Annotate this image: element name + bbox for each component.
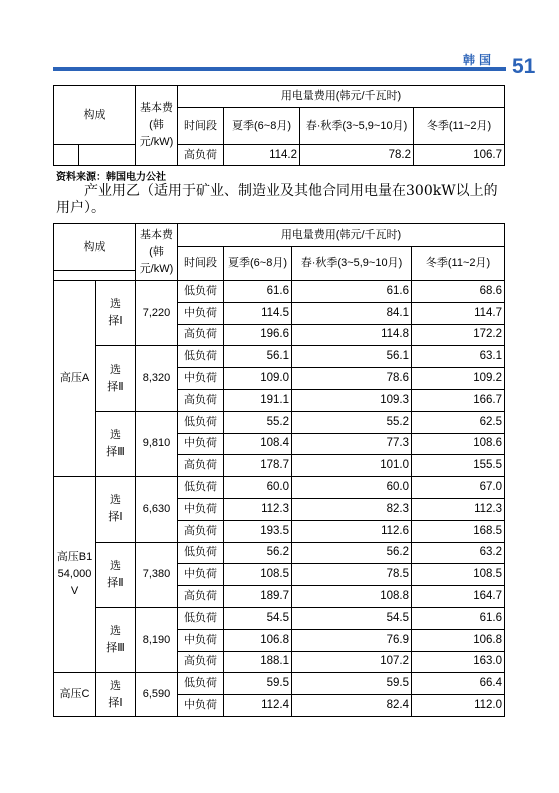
period-cell: 低负荷 (178, 673, 224, 695)
period-cell: 高负荷 (178, 145, 224, 166)
summer-value: 106.8 (224, 629, 292, 651)
spring-autumn-value: 55.2 (292, 411, 412, 433)
spring-autumn-value: 76.9 (292, 629, 412, 651)
winter-value: 108.5 (412, 564, 505, 586)
period-cell: 高负荷 (178, 586, 224, 608)
table-row (54, 607, 505, 629)
period-cell: 中负荷 (178, 629, 224, 651)
period-cell: 低负荷 (178, 607, 224, 629)
summer-value: 193.5 (224, 520, 292, 542)
tariff-table-continued (53, 85, 505, 166)
winter-value: 155.5 (412, 455, 505, 477)
option-label: 选择Ⅰ (96, 477, 136, 542)
period-cell: 低负荷 (178, 542, 224, 564)
spring-autumn-value: 84.1 (292, 302, 412, 324)
col-usage-fee-header: 用电量费用(韩元/千瓦时) (178, 86, 505, 108)
summer-value: 114.2 (224, 145, 300, 166)
spring-autumn-value: 59.5 (292, 673, 412, 695)
option-label: 选择Ⅱ (96, 542, 136, 607)
spring-autumn-value: 60.0 (292, 477, 412, 499)
col-spring-autumn-header: 春·秋季(3~5,9~10月) (300, 108, 414, 145)
source-note: 资料来源：韩国电力公社 (56, 172, 166, 183)
winter-value: 63.2 (412, 542, 505, 564)
summer-value: 196.6 (224, 324, 292, 346)
tariff-table-industrial-b (53, 223, 505, 717)
col-summer-header: 夏季(6~8月) (224, 247, 292, 281)
summer-value: 188.1 (224, 651, 292, 673)
winter-value: 106.8 (412, 629, 505, 651)
col-usage-fee-header: 用电量费用(韩元/千瓦时) (178, 224, 505, 247)
winter-value: 61.6 (412, 607, 505, 629)
summer-value: 112.4 (224, 695, 292, 717)
col-base-fee-header: 基本费(韩元/kW) (136, 224, 178, 281)
col-structure-header: 构成 (54, 86, 136, 145)
winter-value: 164.7 (412, 586, 505, 608)
spring-autumn-value: 54.5 (292, 607, 412, 629)
winter-value: 108.6 (412, 433, 505, 455)
spring-autumn-value: 107.2 (292, 651, 412, 673)
table-row (54, 281, 505, 303)
period-cell: 高负荷 (178, 455, 224, 477)
summer-value: 60.0 (224, 477, 292, 499)
winter-value: 114.7 (412, 302, 505, 324)
winter-value: 67.0 (412, 477, 505, 499)
winter-value: 63.1 (412, 346, 505, 368)
period-cell: 低负荷 (178, 477, 224, 499)
table-row (54, 673, 505, 695)
summer-value: 59.5 (224, 673, 292, 695)
header-country: 韩国 (463, 53, 496, 67)
col-base-fee-header: 基本费(韩元/kW) (136, 86, 178, 166)
col-summer-header: 夏季(6~8月) (224, 108, 300, 145)
base-fee-value: 8,320 (136, 346, 178, 411)
base-fee-value: 7,380 (136, 542, 178, 607)
summer-value: 56.1 (224, 346, 292, 368)
col-structure-header: 构成 (54, 224, 136, 271)
spring-autumn-value: 82.4 (292, 695, 412, 717)
base-fee-value: 7,220 (136, 281, 178, 346)
summer-value: 108.5 (224, 564, 292, 586)
table-row (54, 346, 505, 368)
spring-autumn-value: 78.2 (300, 145, 414, 166)
table-row (54, 542, 505, 564)
period-cell: 中负荷 (178, 368, 224, 390)
base-fee-value: 8,190 (136, 607, 178, 672)
period-cell: 低负荷 (178, 346, 224, 368)
period-cell: 高负荷 (178, 389, 224, 411)
spring-autumn-value: 82.3 (292, 498, 412, 520)
spring-autumn-value: 108.8 (292, 586, 412, 608)
col-period-header: 时间段 (178, 247, 224, 281)
option-label: 选择Ⅲ (96, 411, 136, 476)
page-number: 51 (512, 55, 536, 78)
period-cell: 中负荷 (178, 498, 224, 520)
structure-header-spacer (54, 271, 136, 281)
period-cell: 高负荷 (178, 520, 224, 542)
summer-value: 54.5 (224, 607, 292, 629)
period-cell: 低负荷 (178, 411, 224, 433)
option-label: 选择Ⅰ (96, 281, 136, 346)
winter-value: 163.0 (412, 651, 505, 673)
summer-value: 112.3 (224, 498, 292, 520)
period-cell: 中负荷 (178, 695, 224, 717)
voltage-group-label: 高压B154,000V (54, 477, 96, 673)
spring-autumn-value: 77.3 (292, 433, 412, 455)
period-cell: 中负荷 (178, 302, 224, 324)
winter-value: 66.4 (412, 673, 505, 695)
option-label: 选择Ⅱ (96, 346, 136, 411)
spring-autumn-value: 109.3 (292, 389, 412, 411)
col-winter-header: 冬季(11~2月) (412, 247, 505, 281)
header-rule (53, 67, 506, 71)
winter-value: 106.7 (414, 145, 505, 166)
option-label: 选择Ⅲ (96, 607, 136, 672)
winter-value: 172.2 (412, 324, 505, 346)
option-label: 选择Ⅰ (96, 673, 136, 717)
winter-value: 166.7 (412, 389, 505, 411)
period-cell: 中负荷 (178, 564, 224, 586)
summer-value: 191.1 (224, 389, 292, 411)
col-period-header: 时间段 (178, 108, 224, 145)
table-row (54, 411, 505, 433)
spring-autumn-value: 61.6 (292, 281, 412, 303)
summer-value: 55.2 (224, 411, 292, 433)
structure-cell-empty (54, 145, 136, 166)
spring-autumn-value: 114.8 (292, 324, 412, 346)
voltage-group-label: 高压A (54, 281, 96, 477)
winter-value: 168.5 (412, 520, 505, 542)
summer-value: 61.6 (224, 281, 292, 303)
spring-autumn-value: 101.0 (292, 455, 412, 477)
winter-value: 109.2 (412, 368, 505, 390)
col-spring-autumn-header: 春·秋季(3~5,9~10月) (292, 247, 412, 281)
spring-autumn-value: 78.6 (292, 368, 412, 390)
summer-value: 189.7 (224, 586, 292, 608)
voltage-group-label: 高压C (54, 673, 96, 717)
summer-value: 114.5 (224, 302, 292, 324)
spring-autumn-value: 56.2 (292, 542, 412, 564)
base-fee-value: 6,630 (136, 477, 178, 542)
period-cell: 中负荷 (178, 433, 224, 455)
base-fee-value: 6,590 (136, 673, 178, 717)
period-cell: 高负荷 (178, 324, 224, 346)
period-cell: 低负荷 (178, 281, 224, 303)
summer-value: 56.2 (224, 542, 292, 564)
spring-autumn-value: 112.6 (292, 520, 412, 542)
winter-value: 62.5 (412, 411, 505, 433)
col-winter-header: 冬季(11~2月) (414, 108, 505, 145)
period-cell: 高负荷 (178, 651, 224, 673)
base-fee-value: 9,810 (136, 411, 178, 476)
body-paragraph: 产业用乙（适用于矿业、制造业及其他合同用电量在300kW以上的用户）。 (56, 183, 498, 216)
summer-value: 108.4 (224, 433, 292, 455)
table-row (54, 477, 505, 499)
winter-value: 68.6 (412, 281, 505, 303)
spring-autumn-value: 56.1 (292, 346, 412, 368)
spring-autumn-value: 78.5 (292, 564, 412, 586)
winter-value: 112.3 (412, 498, 505, 520)
cell-divider-mark (78, 145, 79, 165)
winter-value: 112.0 (412, 695, 505, 717)
summer-value: 178.7 (224, 455, 292, 477)
summer-value: 109.0 (224, 368, 292, 390)
